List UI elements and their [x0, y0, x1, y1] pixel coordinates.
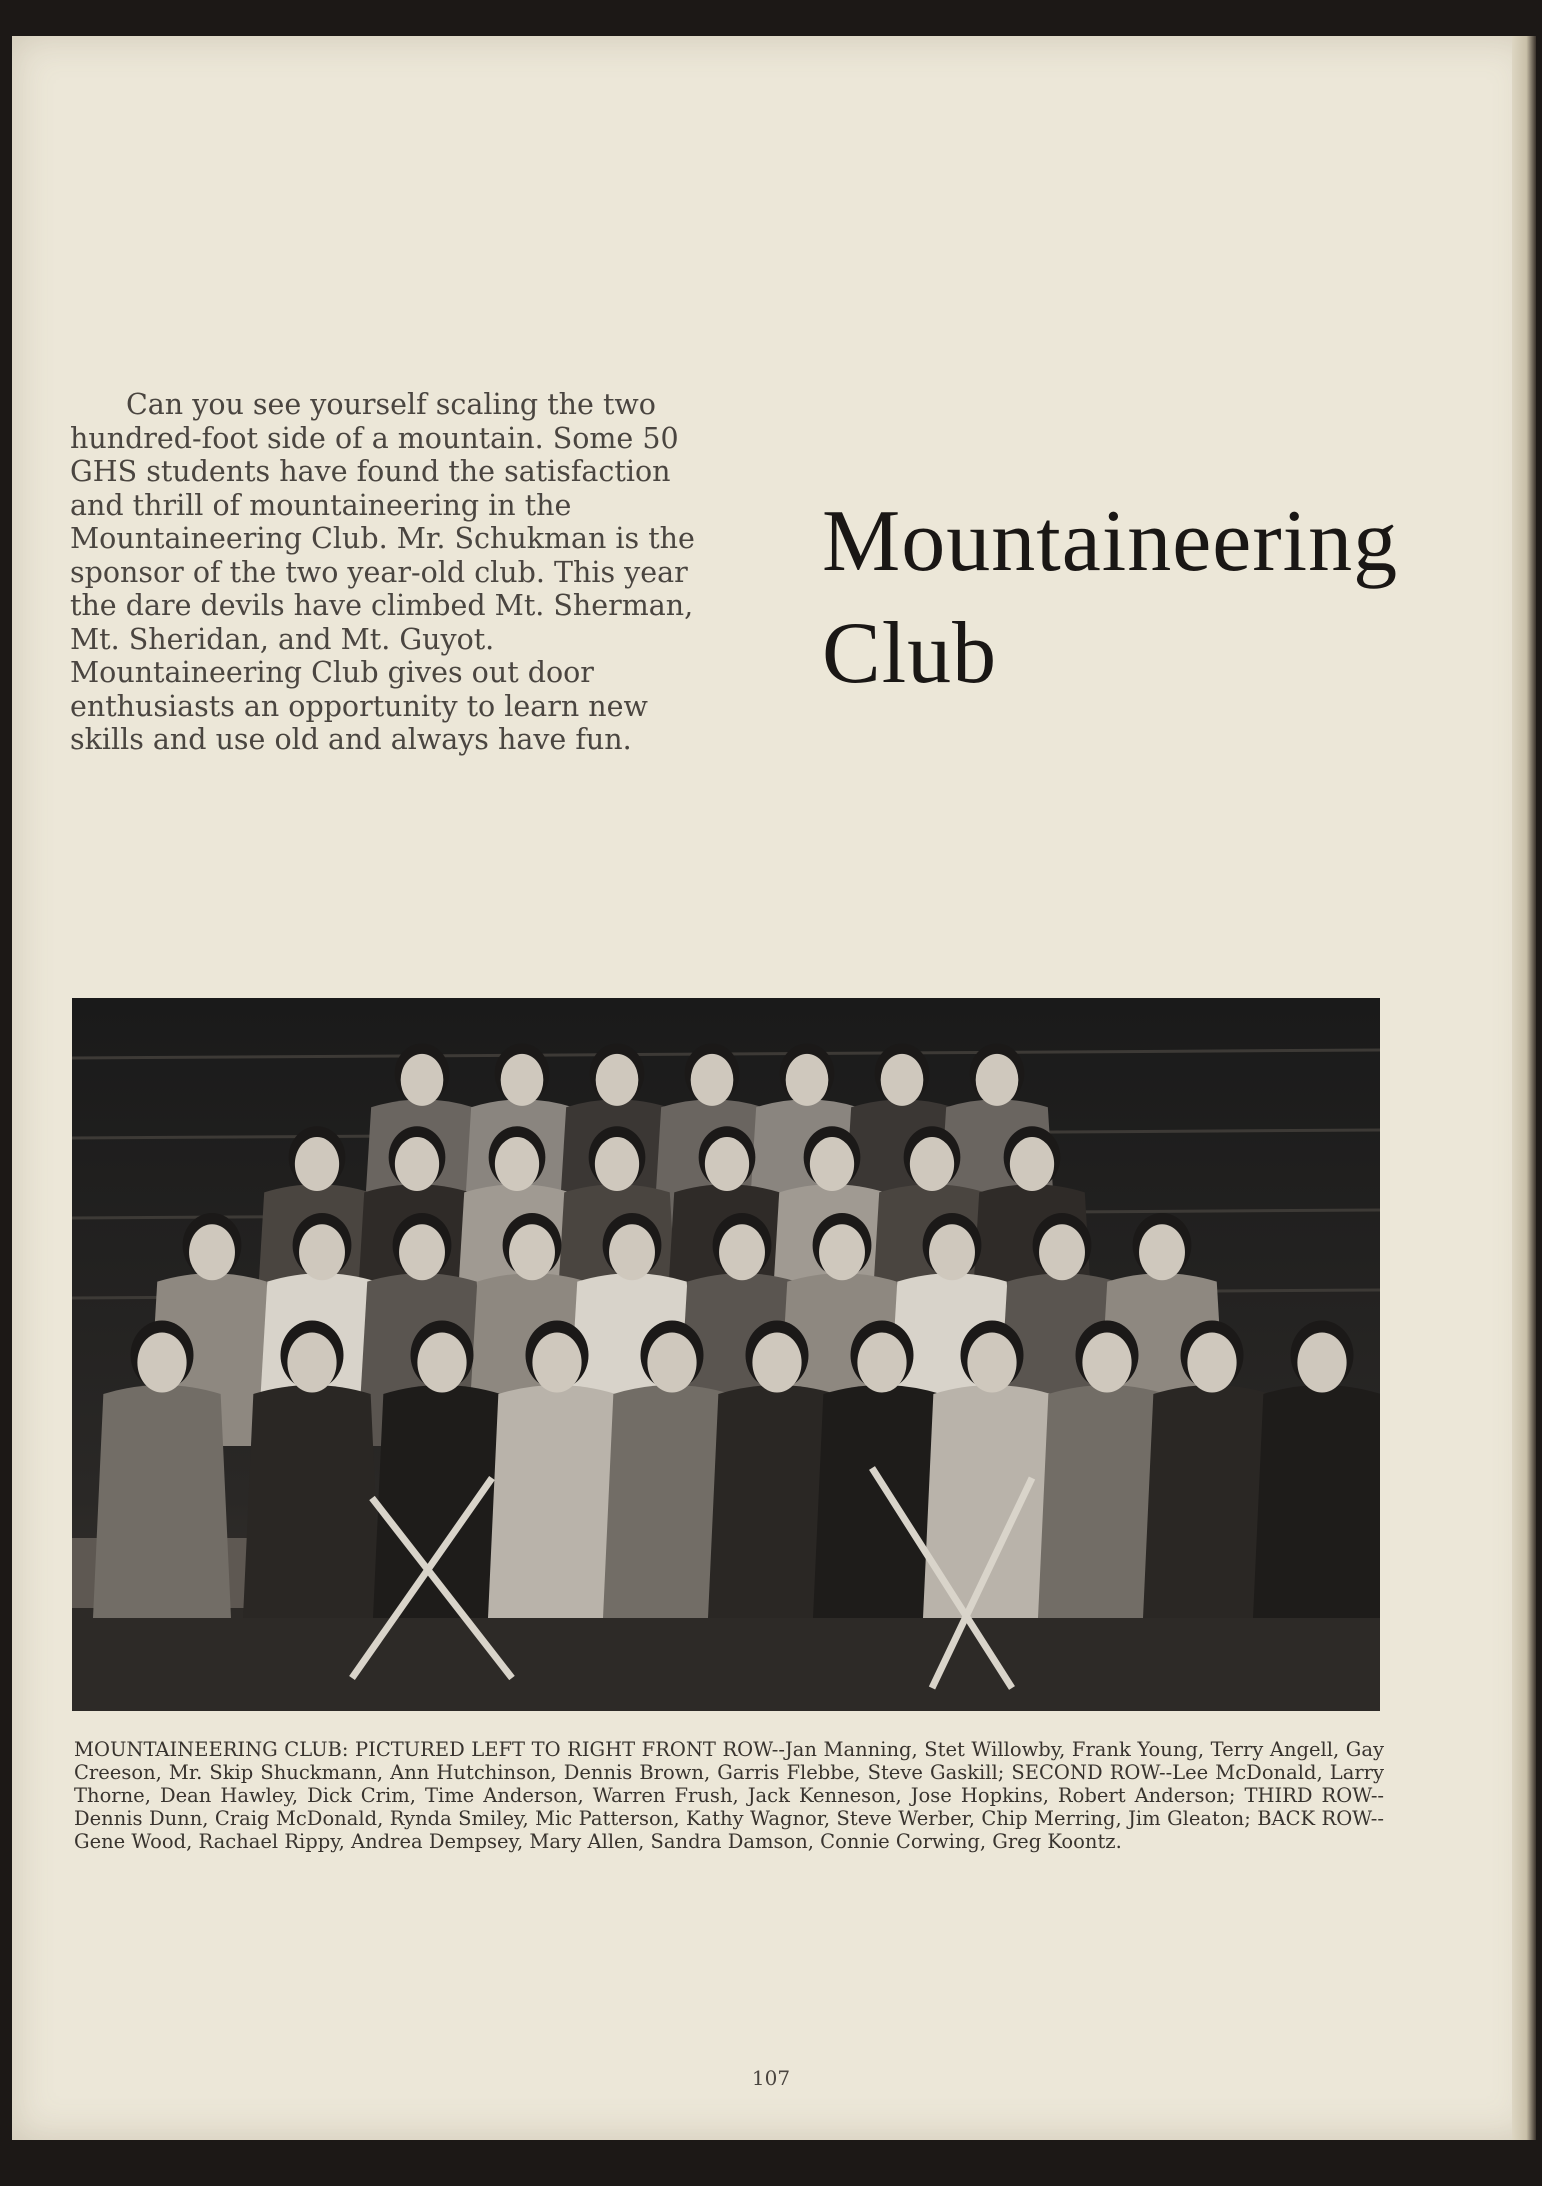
- person-face: [401, 1054, 444, 1106]
- person-face: [1297, 1333, 1346, 1393]
- person-face: [495, 1137, 539, 1191]
- person-face: [595, 1137, 639, 1191]
- page-edge: [1512, 36, 1536, 2140]
- person-face: [967, 1333, 1016, 1393]
- person-body: [1253, 1385, 1380, 1618]
- person-face: [719, 1224, 765, 1280]
- person-face: [1010, 1137, 1054, 1191]
- person-face: [929, 1224, 975, 1280]
- person-face: [501, 1054, 544, 1106]
- page-number: 107: [751, 2066, 791, 2090]
- person-face: [295, 1137, 339, 1191]
- person-face: [532, 1333, 581, 1393]
- person-face: [596, 1054, 639, 1106]
- intro-paragraph: Can you see yourself scaling the two hundred-foot side of a mountain. Some 50 GHS students have found the satisfaction and thrill of mountaineering in the Mountaineering Club. Mr. Schukman is the sponsor of the two year-old club. This year the dare devils have climbed Mt. Sherman, Mt. Sheridan, and Mt. Guyot. Mountaineering Club gives out door enthusiasts an opportunity to learn new skills and use old and always have fun.: [70, 388, 695, 756]
- person-face: [910, 1137, 954, 1191]
- person-face: [1187, 1333, 1236, 1393]
- person-face: [705, 1137, 749, 1191]
- person-face: [976, 1054, 1019, 1106]
- person-face: [395, 1137, 439, 1191]
- person-face: [786, 1054, 829, 1106]
- person-face: [1082, 1333, 1131, 1393]
- person-face: [137, 1333, 186, 1393]
- group-photo: [72, 998, 1380, 1711]
- person-face: [509, 1224, 555, 1280]
- person-body: [243, 1385, 381, 1618]
- person-face: [857, 1333, 906, 1393]
- person-face: [189, 1224, 235, 1280]
- person-face: [752, 1333, 801, 1393]
- title-line-1: Mountaineering: [822, 493, 1399, 590]
- person-face: [819, 1224, 865, 1280]
- person-face: [1039, 1224, 1085, 1280]
- page-title: [822, 486, 1462, 710]
- person-face: [691, 1054, 734, 1106]
- person-face: [647, 1333, 696, 1393]
- photo-caption: MOUNTAINEERING CLUB: PICTURED LEFT TO RIGHT FRONT ROW--Jan Manning, Stet Willowby, Frank Young, Terry Angell, Gay Creeson, Mr. Skip Shuckmann, Ann Hutchinson, Dennis Brown, Garris Flebbe, Steve Gaskill; SECOND ROW--Lee McDonald, Larry Thorne, Dean Hawley, Dick Crim, Time Anderson, Warren Frush, Jack Kenneson, Jose Hopkins, Robert Anderson; THIRD ROW--Dennis Dunn, Craig McDonald, Rynda Smiley, Mic Patterson, Kathy Wagnor, Steve Werber, Chip Merring, Jim Gleaton; BACK ROW--Gene Wood, Rachael Rippy, Andrea Dempsey, Mary Allen, Sandra Damson, Connie Corwing, Greg Koontz.: [74, 1738, 1384, 1853]
- person-face: [881, 1054, 924, 1106]
- person-face: [417, 1333, 466, 1393]
- title-line-2: Club: [822, 605, 998, 702]
- person-face: [609, 1224, 655, 1280]
- person-face: [399, 1224, 445, 1280]
- person-body: [93, 1385, 231, 1618]
- person-face: [299, 1224, 345, 1280]
- person-face: [1139, 1224, 1185, 1280]
- group-photo-image: [72, 998, 1380, 1711]
- person-face: [287, 1333, 336, 1393]
- person-face: [810, 1137, 854, 1191]
